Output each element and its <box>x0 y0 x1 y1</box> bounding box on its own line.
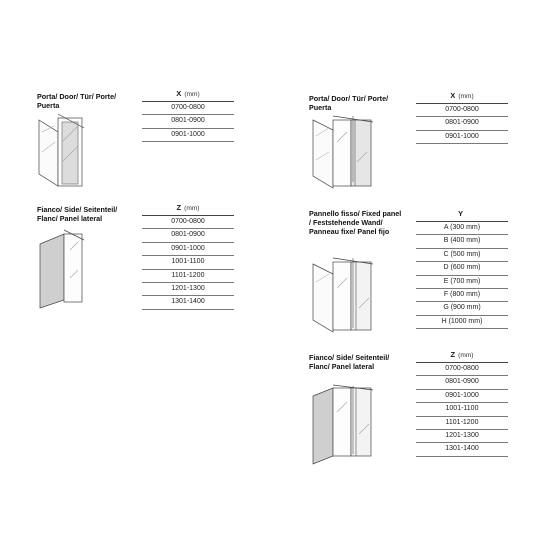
spec-row: 0901-1000 <box>142 129 234 142</box>
spec-table-fixed-right <box>416 207 508 329</box>
spec-row: 0700-0800 <box>416 104 508 117</box>
spec-row: 1001-1100 <box>142 256 234 269</box>
section-title-door-left: Porta/ Door/ Tür/ Porte/ Puerta <box>37 92 117 110</box>
spec-row: B (400 mm) <box>416 235 508 248</box>
spec-header: X (mm) <box>416 89 508 104</box>
spec-row: 1301-1400 <box>416 443 508 456</box>
spec-table-door-right <box>416 89 508 144</box>
spec-row: 0901-1000 <box>416 131 508 144</box>
spec-table-side-left <box>142 201 234 310</box>
shower-side-diagram-left <box>36 228 86 310</box>
shower-door-diagram-left <box>36 112 86 190</box>
spec-row: 1201-1300 <box>142 283 234 296</box>
spec-row: G (900 mm) <box>416 302 508 315</box>
spec-table-door-left <box>142 87 234 142</box>
section-title-side-right: Fianco/ Side/ Seitenteil/ Flanc/ Panel lateral <box>309 353 390 371</box>
spec-row: 0700-0800 <box>416 363 508 376</box>
spec-row: 0700-0800 <box>142 216 234 229</box>
section-title-fixed-right: Pannello fisso/ Fixed panel / Feststehende Wand/ Panneau fixe/ Panel fijo <box>309 209 402 236</box>
spec-header: X (mm) <box>142 87 234 102</box>
spec-row: 0700-0800 <box>142 102 234 115</box>
spec-row: 1001-1100 <box>416 403 508 416</box>
shower-fixed-panel-diagram-right <box>311 254 375 336</box>
spec-row: 1101-1200 <box>142 270 234 283</box>
spec-row: E (700 mm) <box>416 276 508 289</box>
spec-header: Y <box>416 207 508 222</box>
spec-row: C (500 mm) <box>416 249 508 262</box>
section-title-door-right: Porta/ Door/ Tür/ Porte/ Puerta <box>309 94 389 112</box>
spec-row: D (600 mm) <box>416 262 508 275</box>
spec-row: 0801-0900 <box>416 117 508 130</box>
spec-row: 1101-1200 <box>416 417 508 430</box>
spec-row: H (1000 mm) <box>416 316 508 329</box>
spec-row: F (800 mm) <box>416 289 508 302</box>
spec-row: 0901-1000 <box>416 390 508 403</box>
spec-row: 1301-1400 <box>142 296 234 309</box>
spec-header: Z (mm) <box>416 348 508 363</box>
spec-row: 0801-0900 <box>142 229 234 242</box>
spec-table-side-right <box>416 348 508 457</box>
section-title-side-left: Fianco/ Side/ Seitenteil/ Flanc/ Panel lateral <box>37 205 118 223</box>
spec-row: 0801-0900 <box>142 115 234 128</box>
spec-row: 0901-1000 <box>142 243 234 256</box>
spec-header: Z (mm) <box>142 201 234 216</box>
spec-row: 1201-1300 <box>416 430 508 443</box>
spec-row: A (300 mm) <box>416 222 508 235</box>
shower-side-diagram-right <box>311 384 375 466</box>
shower-door-diagram-right <box>311 112 375 192</box>
spec-row: 0801-0900 <box>416 376 508 389</box>
